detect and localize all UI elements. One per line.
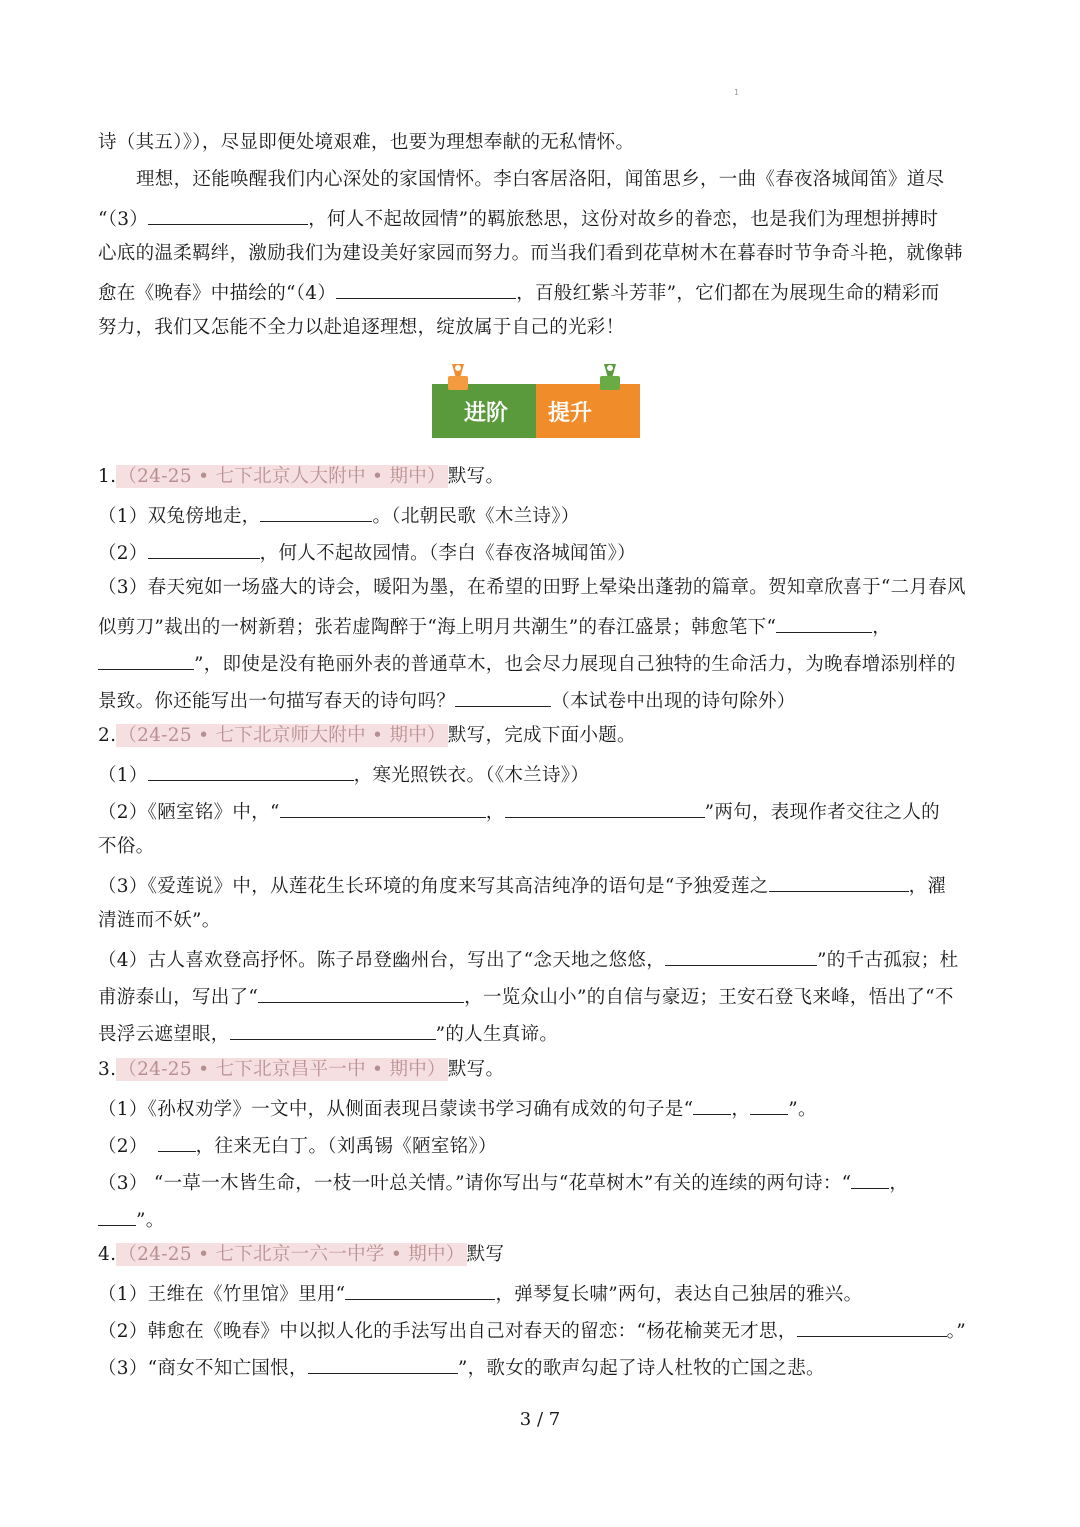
q2-sub-1: [98, 760, 589, 789]
text: ，何人不起故园情。（李白《春夜洛城闻笛》）: [259, 543, 636, 564]
source-tag: （24-25 • 七下北京昌平一中 • 期中）: [118, 1059, 446, 1080]
text: （2）: [98, 1136, 148, 1157]
q3-sub-3-line-1: [98, 1168, 908, 1197]
text: （2）韩愈在《晚春》中以拟人化的手法写出自己对春天的留恋：“杨花榆荚无才思，: [98, 1321, 797, 1342]
q3-sub-2: [98, 1131, 497, 1160]
text: （3）《爱莲说》中，从莲花生长环境的角度来写其高洁纯净的语句是“予独爱莲之: [98, 876, 769, 897]
text: ”，即使是没有艳丽外表的普通草木，也会尽力展现自己独特的生命活力，为晚春增添别样的: [194, 654, 956, 675]
text: “（3）: [98, 209, 149, 230]
q1-sub-3-line-3: [98, 649, 956, 678]
clip-icon: [448, 364, 468, 390]
text: （1）《孙权劝学》一文中，从侧面表现吕蒙读书学习确有成效的句子是“: [98, 1099, 694, 1120]
text: （1）: [98, 765, 148, 786]
answer-blank[interactable]: [258, 982, 464, 1003]
intro-line-1: 诗（其五）》），尽显即便处境艰难，也要为理想奉献的无私情怀。: [98, 132, 635, 153]
text: （1）王维在《竹里馆》里用“: [98, 1284, 346, 1305]
q3-sub-1: [98, 1094, 817, 1123]
answer-blank[interactable]: [693, 1094, 731, 1115]
text: ”的千古孤寂；杜: [817, 950, 959, 971]
text: （3）“商女不知亡国恨，: [98, 1358, 308, 1379]
answer-blank[interactable]: [158, 1131, 196, 1152]
text: ，何人不起故园情”的羁旅愁思，这份对故乡的眷恋，也是我们为理想拼搏时: [308, 209, 939, 230]
text: ”，歌女的歌声勾起了诗人杜牧的亡国之悲。: [457, 1358, 825, 1379]
q4-sub-2: [98, 1316, 966, 1345]
q2-sub-4-line-1: [98, 945, 958, 974]
clip-icon: [600, 364, 620, 390]
text: 景致。你还能写出一句描写春天的诗句吗？: [98, 691, 456, 712]
q3-sub-3-line-2: [98, 1205, 165, 1234]
answer-blank[interactable]: [769, 871, 909, 892]
answer-blank[interactable]: [280, 797, 486, 818]
q2-sub-4-line-2: [98, 982, 954, 1011]
text: （2）《陋室铭》中，“: [98, 802, 280, 823]
answer-blank[interactable]: [750, 1094, 788, 1115]
q2-sub-3-line-2: 清涟而不妖”。: [98, 910, 221, 931]
q4-sub-3: [98, 1353, 825, 1382]
question-number: 3.: [98, 1059, 117, 1080]
answer-blank[interactable]: [851, 1168, 889, 1189]
text: ，濯: [908, 876, 947, 897]
text: ，: [485, 802, 505, 823]
q1-sub-3-line-4: [98, 686, 796, 715]
text: ”的人生真谛。: [435, 1024, 559, 1045]
answer-blank[interactable]: [336, 278, 516, 299]
question-2-header: [98, 723, 636, 749]
answer-blank[interactable]: [98, 649, 194, 670]
answer-blank[interactable]: [230, 1019, 436, 1040]
q2-sub-4-line-3: [98, 1019, 558, 1048]
question-title: 默写: [466, 1244, 505, 1265]
question-title: 默写。: [447, 1059, 505, 1080]
answer-blank[interactable]: [148, 538, 260, 559]
intro-line-2: 理想，还能唤醒我们内心深处的家国情怀。李白客居洛阳，闻笛思乡，一曲《春夜洛城闻笛》道尽: [136, 169, 945, 190]
q1-sub-1: [98, 501, 580, 530]
q4-sub-1: [98, 1279, 862, 1308]
corner-mark: 1: [734, 88, 740, 97]
banner-right-text: 提升: [547, 401, 593, 426]
text: ，: [889, 1173, 909, 1194]
text: ，往来无白丁。（刘禹锡《陋室铭》）: [195, 1136, 497, 1157]
question-number: 2.: [98, 725, 117, 746]
text: 畏浮云遮望眼，: [98, 1024, 230, 1045]
answer-blank[interactable]: [148, 204, 308, 225]
source-tag: （24-25 • 七下北京人大附中 • 期中）: [118, 466, 446, 487]
answer-blank[interactable]: [455, 686, 551, 707]
text: 。（北朝民歌《木兰诗》）: [372, 506, 580, 527]
text: ，弹琴复长啸”两句，表达自己独居的雅兴。: [495, 1284, 863, 1305]
q1-sub-3-line-2: [98, 612, 891, 641]
q2-sub-3-line-1: [98, 871, 946, 900]
q2-sub-2-line-1: [98, 797, 940, 826]
q2-sub-2-line-2: 不俗。: [98, 836, 155, 857]
question-1-header: [98, 464, 504, 490]
answer-blank[interactable]: [505, 797, 705, 818]
banner-left-text: 进阶: [463, 401, 509, 426]
answer-blank[interactable]: [776, 612, 872, 633]
source-tag: （24-25 • 七下北京一六一中学 • 期中）: [118, 1244, 465, 1265]
text: ”。: [136, 1210, 165, 1231]
text: ，一览众山小”的自信与豪迈；王安石登飞来峰，悟出了“不: [464, 987, 954, 1008]
text: 甫游泰山，写出了“: [98, 987, 259, 1008]
q1-sub-3-line-1: （3）春天宛如一场盛大的诗会，暖阳为墨，在希望的田野上晕染出蓬勃的篇章。贺知章欣喜于“二月春风: [98, 577, 966, 598]
question-title: 默写，完成下面小题。: [447, 725, 636, 746]
text: 愈在《晚春》中描绘的“（4）: [98, 283, 337, 304]
text: ，: [731, 1099, 751, 1120]
text: （4）古人喜欢登高抒怀。陈子昂登幽州台，写出了“念天地之悠悠，: [98, 950, 666, 971]
answer-blank[interactable]: [665, 945, 817, 966]
text: ”。: [788, 1099, 817, 1120]
page-number: 3 / 7: [519, 1409, 561, 1430]
section-banner: [430, 362, 642, 442]
intro-line-6: 努力，我们又怎能不全力以赴追逐理想，绽放属于自己的光彩！: [98, 317, 625, 338]
text: 。”: [946, 1321, 966, 1342]
intro-line-4: 心底的温柔羁绊，激励我们为建设美好家园而努力。而当我们看到花草树木在暮春时节争奇斗艳，就像韩: [98, 243, 963, 264]
question-3-header: [98, 1057, 504, 1083]
text: ”两句，表现作者交往之人的: [704, 802, 940, 823]
answer-blank[interactable]: [308, 1353, 458, 1374]
text: （3） “一草一木皆生命，一枝一叶总关情。”请你写出与“花草树木”有关的连续的两句诗：“: [98, 1173, 852, 1194]
answer-blank[interactable]: [260, 501, 372, 522]
q1-sub-2: [98, 538, 636, 567]
answer-blank[interactable]: [98, 1205, 136, 1226]
question-number: 1.: [98, 466, 117, 487]
text: ，寒光照铁衣。（《木兰诗》）: [353, 765, 590, 786]
text: （2）: [98, 543, 148, 564]
text: （本试卷中出现的诗句除外）: [551, 691, 796, 712]
question-number: 4.: [98, 1244, 117, 1265]
answer-blank[interactable]: [148, 760, 354, 781]
intro-line-5: [98, 278, 940, 307]
question-4-header: [98, 1242, 504, 1268]
text: 似剪刀”裁出的一树新碧；张若虚陶醉于“海上明月共潮生”的春江盛景；韩愈笔下“: [98, 617, 777, 638]
text: （1）双兔傍地走，: [98, 506, 261, 527]
intro-line-3: [98, 204, 938, 233]
text: ，: [872, 617, 892, 638]
source-tag: （24-25 • 七下北京师大附中 • 期中）: [118, 725, 446, 746]
answer-blank[interactable]: [345, 1279, 495, 1300]
text: ，百般红紫斗芳菲”，它们都在为展现生命的精彩而: [516, 283, 940, 304]
question-title: 默写。: [447, 466, 505, 487]
answer-blank[interactable]: [797, 1316, 947, 1337]
